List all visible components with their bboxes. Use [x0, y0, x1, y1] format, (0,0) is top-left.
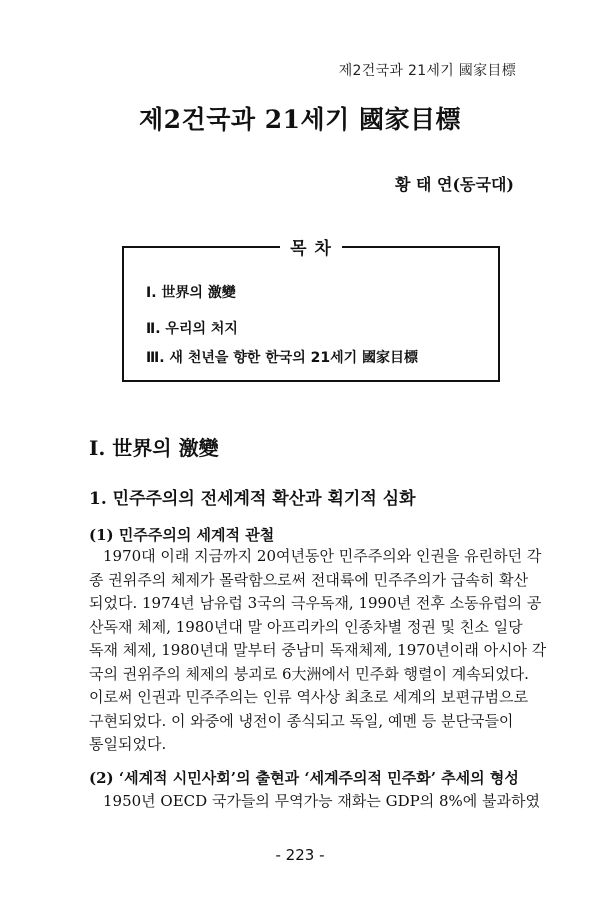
text-line: 1970대 이래 지금까지 20여년동안 민주주의와 인권을 유린하던 각 — [103, 547, 542, 565]
page-number: - 223 - — [275, 846, 325, 864]
toc-label-wrap — [124, 234, 498, 259]
text-line: 종 권위주의 체제가 몰락함으로써 전대륙에 민주주의가 급속히 확산 — [89, 570, 529, 589]
paragraph-heading: (2) ‘세계적 시민사회’의 출현과 ‘세계주의적 민주화’ 추세의 형성 — [89, 769, 519, 787]
table-of-contents — [122, 239, 500, 382]
paragraph-heading: (1) 민주주의의 세계적 관철 — [89, 526, 275, 544]
body-paragraph — [89, 545, 547, 757]
toc-item: Ⅱ. 우리의 처지 — [146, 321, 238, 337]
text-line: 1950년 OECD 국가들의 무역가능 재화는 GDP의 8%에 불과하였 — [103, 792, 541, 810]
text-line: 구현되었다. 이 와중에 냉전이 종식되고 독일, 예멘 등 분단국들이 — [89, 711, 514, 730]
toc-item: Ⅲ. 새 천년을 향한 한국의 21세기 國家目標 — [146, 350, 419, 366]
text-line: 국의 권위주의 체제의 붕괴로 6大洲에서 민주화 행렬이 계속되었다. — [89, 664, 529, 683]
text-line: 되었다. 1974년 남유럽 3국의 극우독재, 1990년 전후 소동유럽의 공 — [89, 594, 542, 612]
subsection-heading: 1. 민주주의의 전세계적 확산과 획기적 심화 — [89, 489, 416, 509]
text-line: 통일되었다. — [89, 735, 167, 753]
body-paragraph — [89, 790, 541, 814]
text-line: 이로써 인권과 민주주의는 인류 역사상 최초로 세계의 보편규범으로 — [89, 688, 529, 706]
toc-label: 목 차 — [280, 239, 342, 259]
running-head: 제2건국과 21세기 國家目標 — [338, 63, 516, 79]
text-line: 독재 체제, 1980년대 말부터 중남미 독재체제, 1970년이래 아시아 각 — [89, 641, 547, 659]
text-line: 산독재 체제, 1980년대 말 아프리카의 인종차별 정권 및 친소 일당 — [89, 617, 523, 636]
author: 황 태 연(동국대) — [394, 175, 514, 194]
section-heading: I. 世界의 激變 — [89, 436, 219, 460]
toc-item: Ⅰ. 世界의 激變 — [146, 285, 236, 301]
page-title: 제2건국과 21세기 國家目標 — [139, 105, 461, 134]
